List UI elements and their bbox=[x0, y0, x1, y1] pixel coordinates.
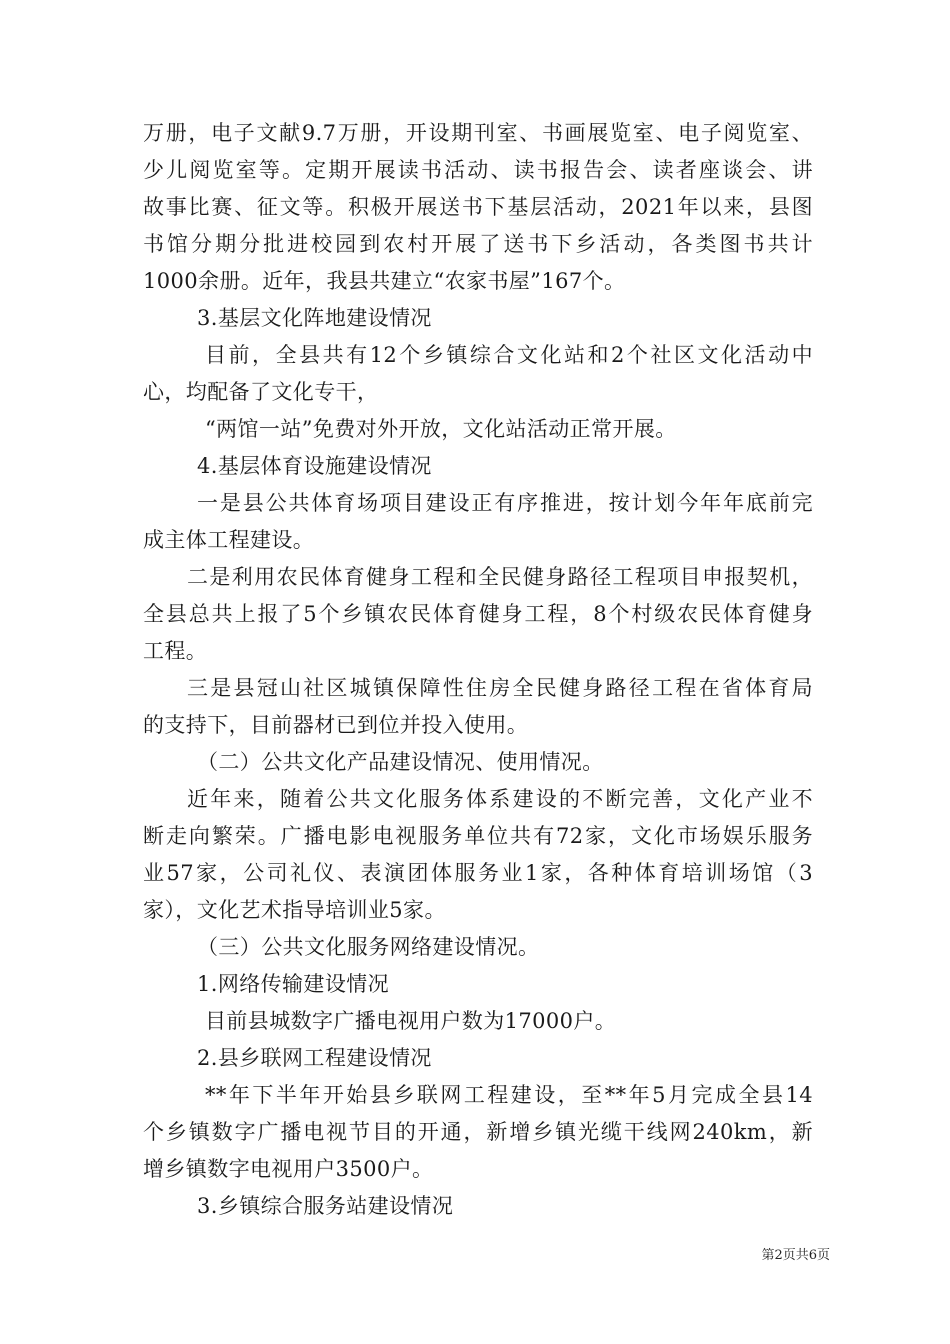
text-line: **年下半年开始县乡联网工程建设，至**年5月完成全县14 bbox=[205, 1083, 813, 1107]
text-line: 成主体工程建设。 bbox=[143, 528, 315, 552]
text-line: 二是利用农民体育健身工程和全民健身路径工程项目申报契机， bbox=[187, 565, 813, 589]
section-heading: 2.县乡联网工程建设情况 bbox=[197, 1046, 432, 1070]
section-heading: （三）公共文化服务网络建设情况。 bbox=[197, 935, 540, 959]
page-number: 第2页共6页 bbox=[761, 1248, 830, 1263]
section-heading: 3.乡镇综合服务站建设情况 bbox=[197, 1194, 454, 1218]
text-line: 万册，电子文献9.7万册，开设期刊室、书画展览室、电子阅览室、 bbox=[143, 121, 813, 145]
section-heading: 4.基层体育设施建设情况 bbox=[197, 454, 432, 478]
text-line: 一是县公共体育场项目建设正有序推进，按计划今年年底前完 bbox=[197, 491, 813, 515]
text-line: 近年来，随着公共文化服务体系建设的不断完善，文化产业不 bbox=[187, 787, 813, 811]
text-line: 故事比赛、征文等。积极开展送书下基层活动，2021年以来，县图 bbox=[143, 195, 813, 219]
section-heading: 3.基层文化阵地建设情况 bbox=[197, 306, 432, 330]
text-line: 少儿阅览室等。定期开展读书活动、读书报告会、读者座谈会、讲 bbox=[143, 158, 813, 182]
document-body bbox=[143, 115, 813, 1225]
text-line: 目前，全县共有12个乡镇综合文化站和2个社区文化活动中 bbox=[205, 343, 813, 367]
text-line: 书馆分期分批进校园到农村开展了送书下乡活动，各类图书共计 bbox=[143, 232, 813, 256]
text-line: 目前县城数字广播电视用户数为17000户。 bbox=[205, 1009, 617, 1033]
text-line: 业57家，公司礼仪、表演团体服务业1家，各种体育培训场馆（3 bbox=[143, 861, 813, 885]
section-heading: （二）公共文化产品建设情况、使用情况。 bbox=[197, 750, 604, 774]
text-line: 断走向繁荣。广播电影电视服务单位共有72家，文化市场娱乐服务 bbox=[143, 824, 813, 848]
text-line: 三是县冠山社区城镇保障性住房全民健身路径工程在省体育局 bbox=[187, 676, 813, 700]
text-line: 增乡镇数字电视用户3500户。 bbox=[143, 1157, 434, 1181]
text-line: 的支持下，目前器材已到位并投入使用。 bbox=[143, 713, 529, 737]
text-line: 个乡镇数字广播电视节目的开通，新增乡镇光缆干线网240km，新 bbox=[143, 1120, 813, 1144]
text-line: 全县总共上报了5个乡镇农民体育健身工程，8个村级农民体育健身 bbox=[143, 602, 813, 626]
text-line: “两馆一站”免费对外开放，文化站活动正常开展。 bbox=[205, 417, 677, 441]
text-line: 工程。 bbox=[143, 639, 208, 663]
section-heading: 1.网络传输建设情况 bbox=[197, 972, 390, 996]
text-line: 1000余册。近年，我县共建立“农家书屋”167个。 bbox=[143, 269, 626, 293]
text-line: 家），文化艺术指导培训业5家。 bbox=[143, 898, 446, 922]
text-line: 心，均配备了文化专干， bbox=[143, 380, 379, 404]
